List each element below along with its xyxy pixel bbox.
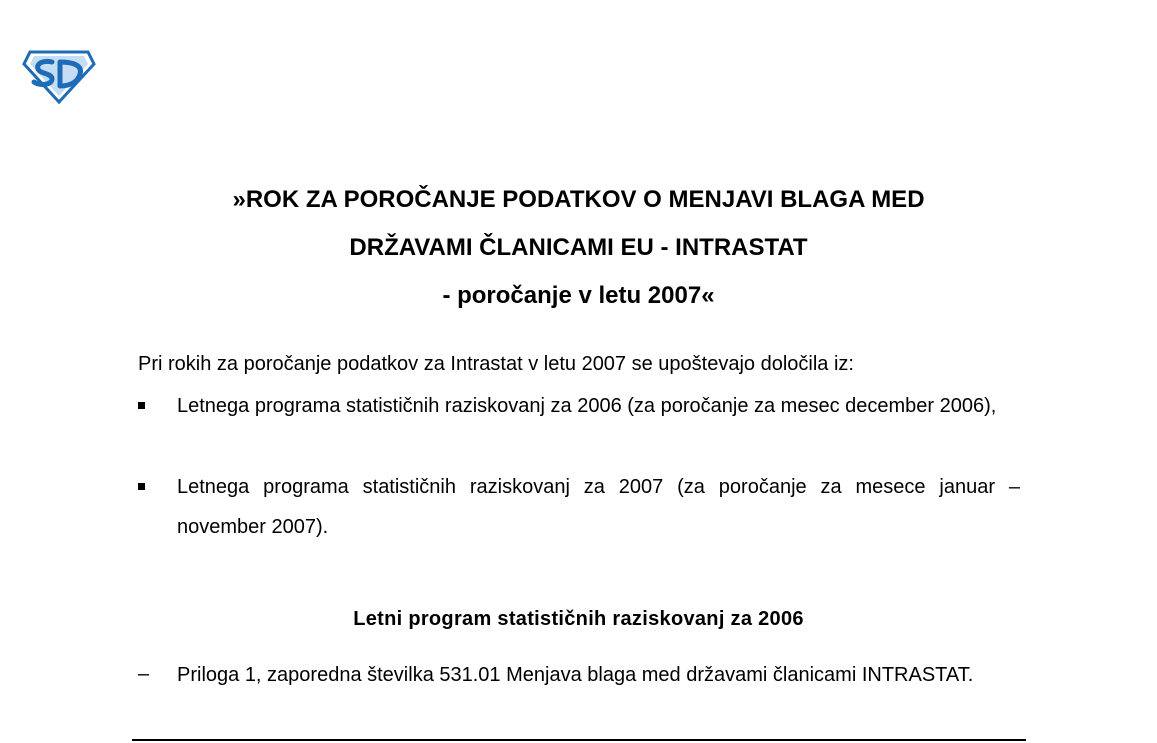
horizontal-rule [132,739,1026,741]
section-heading: Letni program statističnih raziskovanj za 2006 [353,608,804,630]
list-item [138,474,1020,547]
title-line-1: »ROK ZA POROČANJE PODATKOV O MENJAVI BLAGA MED [232,186,925,213]
square-bullet-icon [138,483,145,490]
intro-paragraph: Pri rokih za poročanje podatkov za Intrastat v letu 2007 se upoštevajo določila iz: [138,353,854,375]
square-bullet-icon [138,402,145,409]
list-item-text: Letnega programa statističnih raziskovanj za 2006 (za poročanje za mesec december 2006), [177,395,997,417]
list-item [138,393,1020,426]
logo [22,50,96,104]
dash-bullet: – [138,663,150,685]
title-line-2: DRŽAVAMI ČLANICAMI EU - INTRASTAT [349,234,808,261]
dash-list-item [138,661,1020,689]
dash-list-item-text: Priloga 1, zaporedna številka 531.01 Menjava blaga med državami članicami INTRASTAT. [177,664,974,686]
title-line-3: - poročanje v letu 2007« [442,282,715,309]
list-item-text: Letnega programa statističnih raziskovanj za 2007 (za poročanje za mesece januar – november 2007). [177,476,1020,538]
